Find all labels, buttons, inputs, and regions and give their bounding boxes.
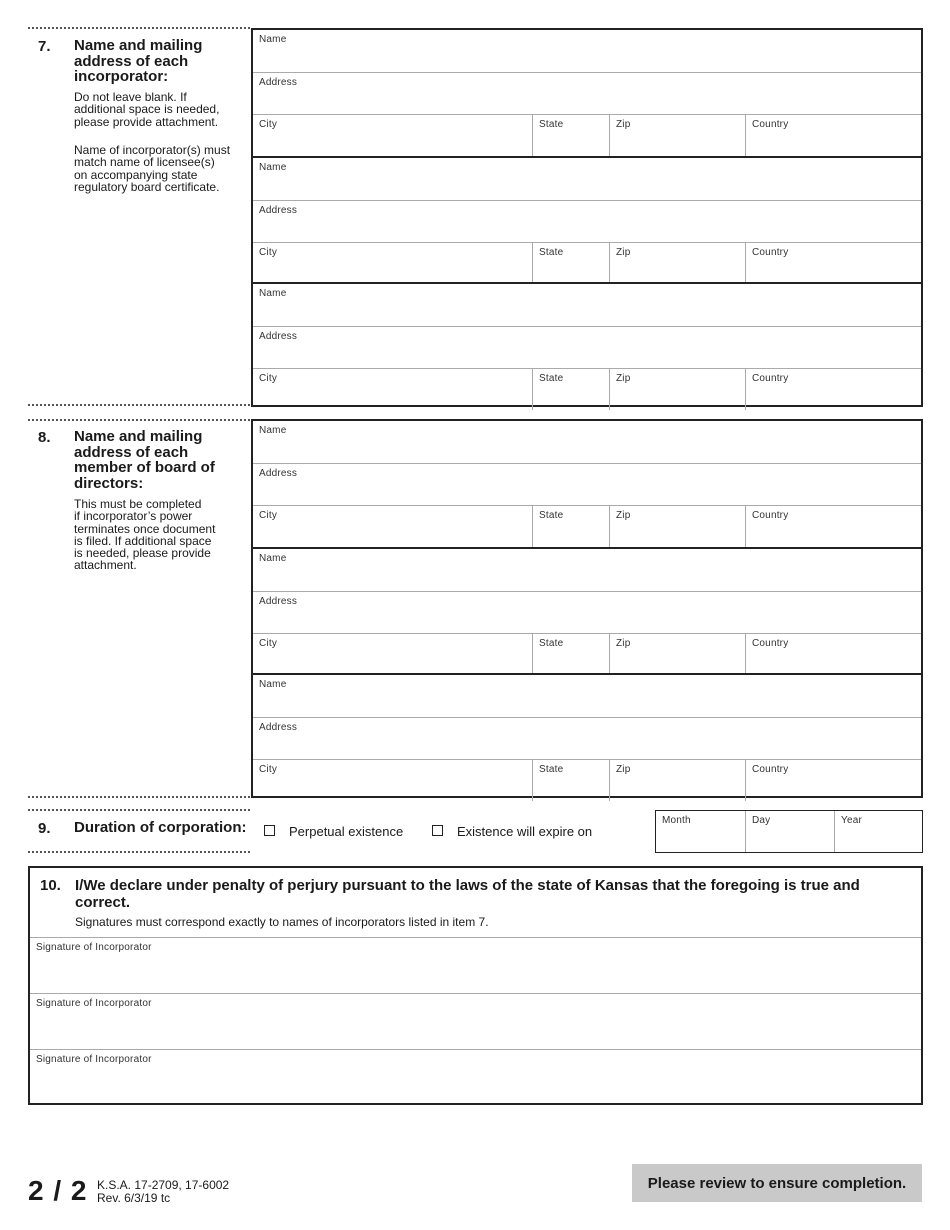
expiration-date-fields: [655, 810, 923, 853]
field-label: Zip: [616, 764, 631, 775]
country-field[interactable]: [745, 506, 921, 547]
name-field[interactable]: [253, 284, 921, 326]
section-divider: [28, 404, 250, 406]
field-label: Address: [259, 331, 298, 342]
section-7-title: Name and mailing address of each incorporator:: [74, 37, 203, 85]
city-field[interactable]: [253, 369, 532, 410]
section-divider: [28, 809, 250, 811]
field-label: Address: [259, 77, 298, 88]
expire-on-label: Existence will expire on: [457, 824, 593, 839]
board-directors-address-grid: [251, 419, 923, 798]
field-label: Country: [752, 119, 789, 130]
name-field[interactable]: [253, 421, 921, 463]
city-field[interactable]: [253, 243, 532, 284]
zip-field[interactable]: [609, 115, 745, 156]
field-label: State: [539, 510, 564, 521]
field-label: Signature of Incorporator: [36, 942, 152, 953]
name-field[interactable]: [253, 30, 921, 72]
field-label: Year: [841, 815, 863, 826]
field-label: Zip: [616, 638, 631, 649]
field-label: City: [259, 764, 278, 775]
section-divider: [28, 796, 250, 798]
declaration-subtext: Signatures must correspond exactly to names of incorporators listed in item 7.: [75, 915, 489, 929]
section-7-number: 7.: [38, 38, 51, 55]
statute-reference: K.S.A. 17-2709, 17-6002: [97, 1178, 230, 1192]
city-field[interactable]: [253, 634, 532, 675]
field-label: Country: [752, 373, 789, 384]
address-field[interactable]: [253, 463, 921, 505]
incorporator-address-grid: [251, 28, 923, 407]
incorporator-entry: [253, 30, 921, 156]
director-entry: [253, 421, 921, 547]
page-number: 2 / 2: [28, 1175, 88, 1206]
field-label: City: [259, 638, 278, 649]
section-7-licensee-note: Name of incorporator(s) must match name of licensee(s) on accompanying state regulatory board certificate.: [74, 143, 231, 194]
field-label: Zip: [616, 510, 631, 521]
zip-field[interactable]: [609, 634, 745, 675]
field-label: Country: [752, 764, 789, 775]
perpetual-existence-label: Perpetual existence: [289, 824, 404, 839]
field-label: Signature of Incorporator: [36, 998, 152, 1009]
field-label: State: [539, 373, 564, 384]
revision-note: Rev. 6/3/19 tc: [97, 1191, 171, 1205]
section-8-title: Name and mailing address of each member of board of directors:: [74, 428, 215, 492]
address-field[interactable]: [253, 717, 921, 759]
state-field[interactable]: [532, 369, 609, 410]
state-field[interactable]: [532, 506, 609, 547]
country-field[interactable]: [745, 243, 921, 284]
signature-field[interactable]: [30, 937, 921, 993]
incorporator-entry: [253, 282, 921, 408]
month-field[interactable]: [656, 811, 745, 852]
country-field[interactable]: [745, 115, 921, 156]
city-field[interactable]: [253, 506, 532, 547]
field-label: Name: [259, 553, 287, 564]
field-label: State: [539, 764, 564, 775]
field-label: City: [259, 247, 278, 258]
field-label: Address: [259, 205, 298, 216]
signature-field[interactable]: [30, 993, 921, 1049]
section-7-note: Do not leave blank. If additional space is needed, please provide attachment.: [74, 90, 220, 129]
field-label: Country: [752, 247, 789, 258]
zip-field[interactable]: [609, 243, 745, 284]
field-label: Signature of Incorporator: [36, 1054, 152, 1065]
field-label: State: [539, 247, 564, 258]
field-label: Country: [752, 638, 789, 649]
field-label: Name: [259, 679, 287, 690]
section-9-title: Duration of corporation:: [74, 819, 247, 836]
field-label: Name: [259, 34, 287, 45]
city-field[interactable]: [253, 760, 532, 801]
field-label: City: [259, 510, 278, 521]
field-label: Address: [259, 722, 298, 733]
director-entry: [253, 547, 921, 673]
section-divider: [28, 27, 250, 29]
address-field[interactable]: [253, 200, 921, 242]
field-label: City: [259, 373, 278, 384]
declaration-box: [28, 866, 923, 1105]
incorporator-entry: [253, 156, 921, 282]
zip-field[interactable]: [609, 506, 745, 547]
field-label: Name: [259, 288, 287, 299]
day-field[interactable]: [745, 811, 834, 852]
zip-field[interactable]: [609, 369, 745, 410]
declaration-text: I/We declare under penalty of perjury pursuant to the laws of the state of Kansas that the foregoing is true and correct.: [75, 877, 860, 911]
signature-field[interactable]: [30, 1049, 921, 1105]
field-label: Address: [259, 596, 298, 607]
field-label: Zip: [616, 247, 631, 258]
expire-on-checkbox[interactable]: [432, 825, 443, 836]
address-field[interactable]: [253, 591, 921, 633]
section-divider: [28, 851, 250, 853]
field-label: Country: [752, 510, 789, 521]
field-label: Day: [752, 815, 771, 826]
field-label: Address: [259, 468, 298, 479]
state-field[interactable]: [532, 243, 609, 284]
director-entry: [253, 673, 921, 799]
country-field[interactable]: [745, 369, 921, 410]
perpetual-existence-checkbox[interactable]: [264, 825, 275, 836]
year-field[interactable]: [834, 811, 922, 852]
field-label: Name: [259, 162, 287, 173]
field-label: Month: [662, 815, 691, 826]
state-field[interactable]: [532, 115, 609, 156]
section-8-number: 8.: [38, 429, 51, 446]
field-label: Name: [259, 425, 287, 436]
section-divider: [28, 419, 250, 421]
field-label: Zip: [616, 119, 631, 130]
section-8-note: This must be completed if incorporator’s power terminates once document is filed. If additional space is needed, please provide attachment.: [74, 497, 216, 573]
country-field[interactable]: [745, 634, 921, 675]
state-field[interactable]: [532, 760, 609, 801]
field-label: City: [259, 119, 278, 130]
review-notice: Please review to ensure completion.: [632, 1164, 922, 1202]
address-field[interactable]: [253, 72, 921, 114]
city-field[interactable]: [253, 115, 532, 156]
section-10-number: 10.: [40, 877, 61, 894]
state-field[interactable]: [532, 634, 609, 675]
name-field[interactable]: [253, 158, 921, 200]
name-field[interactable]: [253, 675, 921, 717]
field-label: State: [539, 119, 564, 130]
name-field[interactable]: [253, 549, 921, 591]
country-field[interactable]: [745, 760, 921, 801]
address-field[interactable]: [253, 326, 921, 368]
zip-field[interactable]: [609, 760, 745, 801]
section-9-number: 9.: [38, 820, 51, 837]
field-label: Zip: [616, 373, 631, 384]
field-label: State: [539, 638, 564, 649]
